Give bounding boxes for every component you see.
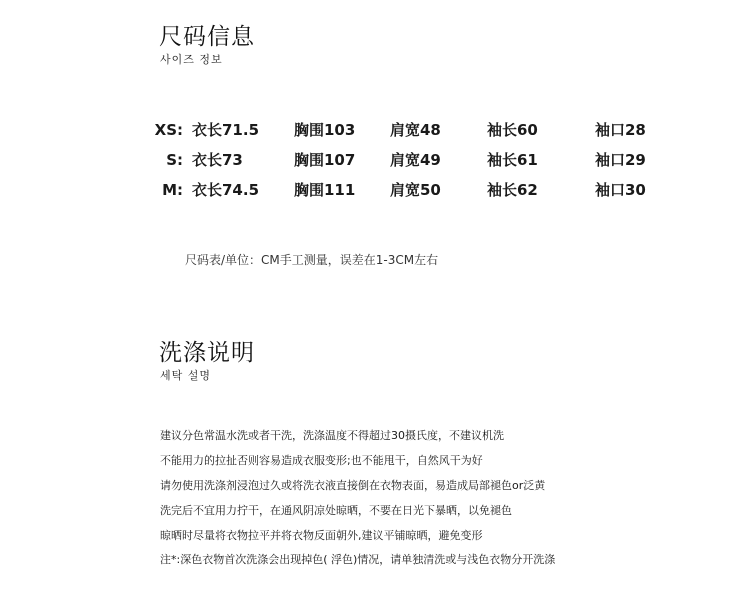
- size-row-s: [0, 149, 750, 171]
- cuff-value: 袖口29: [595, 151, 646, 169]
- size-label: S:: [166, 151, 183, 169]
- wash-subtitle: 세탁 설명: [160, 369, 212, 382]
- shoulder-value: 肩宽48: [390, 121, 441, 139]
- sleeve-value: 袖长61: [487, 151, 538, 169]
- length-value: 衣长74.5: [192, 181, 260, 199]
- chest-value: 胸围111: [294, 181, 356, 199]
- size-info-subtitle: 사이즈 정보: [160, 53, 223, 66]
- cuff-value: 袖口28: [595, 121, 646, 139]
- shoulder-value: 肩宽49: [390, 151, 441, 169]
- size-note: 尺码表/单位：CM手工测量，误差在1-3CM左右: [185, 253, 439, 267]
- wash-title: 洗涤说明: [159, 340, 255, 366]
- length-value: 衣长71.5: [192, 121, 260, 139]
- chest-value: 胸围107: [294, 151, 356, 169]
- wash-line: 请勿使用洗涤剂浸泡过久或将洗衣液直接倒在衣物表面，易造成局部褪色or泛黄: [160, 479, 546, 492]
- size-label: XS:: [154, 121, 183, 139]
- sleeve-value: 袖长62: [487, 181, 538, 199]
- cuff-value: 袖口30: [595, 181, 646, 199]
- size-info-title: 尺码信息: [159, 24, 255, 50]
- chest-value: 胸围103: [294, 121, 356, 139]
- length-value: 衣长73: [192, 151, 243, 169]
- shoulder-value: 肩宽50: [390, 181, 441, 199]
- wash-line: 注*:深色衣物首次洗涤会出现掉色( 浮色)情况，请单独清洗或与浅色衣物分开洗涤: [160, 553, 556, 566]
- sleeve-value: 袖长60: [487, 121, 538, 139]
- wash-line: 不能用力的拉扯否则容易造成衣服变形;也不能甩干，自然风干为好: [160, 454, 483, 467]
- size-row-m: [0, 179, 750, 201]
- wash-line: 洗完后不宜用力拧干，在通风阴凉处晾晒，不要在日光下暴晒，以免褪色: [160, 504, 512, 517]
- size-label: M:: [162, 181, 183, 199]
- wash-line: 建议分色常温水洗或者干洗，洗涤温度不得超过30摄氏度，不建议机洗: [160, 429, 504, 442]
- size-row-xs: [0, 119, 750, 141]
- wash-line: 晾晒时尽量将衣物拉平并将衣物反面朝外,建议平铺晾晒，避免变形: [160, 529, 483, 542]
